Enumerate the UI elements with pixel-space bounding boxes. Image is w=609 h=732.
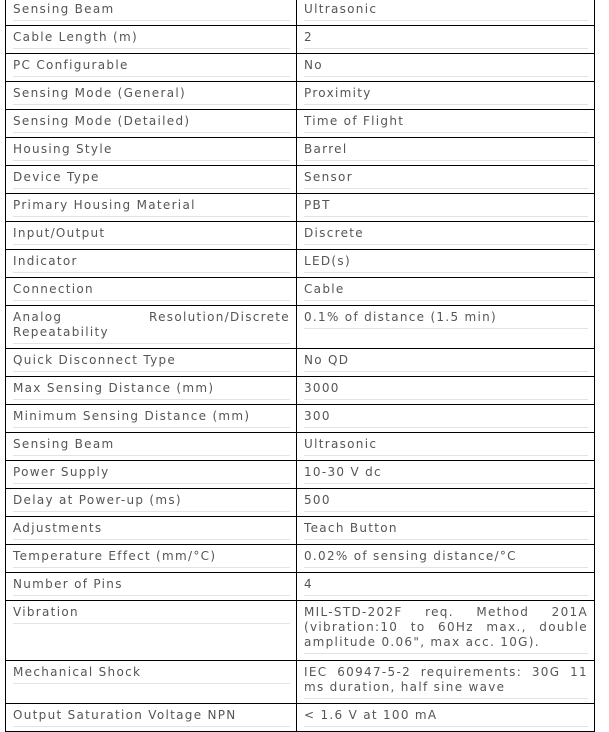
spec-label: Output Saturation Voltage NPN bbox=[6, 704, 297, 732]
spec-label: Mechanical Shock bbox=[6, 661, 297, 704]
spec-value: Ultrasonic bbox=[297, 433, 595, 461]
spec-label: Temperature Effect (mm/°C) bbox=[6, 545, 297, 573]
spec-label: Power Supply bbox=[6, 461, 297, 489]
spec-value: 10-30 V dc bbox=[297, 461, 595, 489]
spec-label: Indicator bbox=[6, 250, 297, 278]
spec-label: Housing Style bbox=[6, 138, 297, 166]
spec-value: 0.1% of distance (1.5 min) bbox=[297, 306, 595, 349]
spec-label: Max Sensing Distance (mm) bbox=[6, 377, 297, 405]
table-row bbox=[6, 661, 595, 704]
spec-value: Proximity bbox=[297, 82, 595, 110]
table-row bbox=[6, 349, 595, 377]
table-row bbox=[6, 601, 595, 661]
table-row bbox=[6, 194, 595, 222]
spec-value: MIL-STD-202F req. Method 201A (vibration:10 to 60Hz max., double amplitude 0.06", max acc. 10G). bbox=[297, 601, 595, 661]
spec-value: Sensor bbox=[297, 166, 595, 194]
table-row bbox=[6, 405, 595, 433]
spec-label: Device Type bbox=[6, 166, 297, 194]
table-row bbox=[6, 377, 595, 405]
spec-label: Sensing Beam bbox=[6, 433, 297, 461]
spec-value: No QD bbox=[297, 349, 595, 377]
spec-value: Barrel bbox=[297, 138, 595, 166]
spec-value: 4 bbox=[297, 573, 595, 601]
spec-value: 500 bbox=[297, 489, 595, 517]
table-row bbox=[6, 573, 595, 601]
table-row bbox=[6, 0, 595, 26]
table-row bbox=[6, 26, 595, 54]
table-row bbox=[6, 166, 595, 194]
table-row bbox=[6, 138, 595, 166]
table-row bbox=[6, 517, 595, 545]
spec-label: Analog Resolution/Discrete Repeatability bbox=[6, 306, 297, 349]
spec-value: LED(s) bbox=[297, 250, 595, 278]
table-row bbox=[6, 222, 595, 250]
spec-value: 2 bbox=[297, 26, 595, 54]
spec-value: Time of Flight bbox=[297, 110, 595, 138]
spec-value: Teach Button bbox=[297, 517, 595, 545]
table-row bbox=[6, 110, 595, 138]
spec-value: PBT bbox=[297, 194, 595, 222]
spec-value: < 1.6 V at 100 mA bbox=[297, 704, 595, 732]
spec-label: PC Configurable bbox=[6, 54, 297, 82]
spec-label: Delay at Power-up (ms) bbox=[6, 489, 297, 517]
spec-label: Primary Housing Material bbox=[6, 194, 297, 222]
spec-value: 0.02% of sensing distance/°C bbox=[297, 545, 595, 573]
spec-label: Sensing Mode (General) bbox=[6, 82, 297, 110]
spec-value: Discrete bbox=[297, 222, 595, 250]
table-row bbox=[6, 278, 595, 306]
spec-label: Adjustments bbox=[6, 517, 297, 545]
table-row bbox=[6, 704, 595, 732]
table-row bbox=[6, 461, 595, 489]
spec-value: IEC 60947-5-2 requirements: 30G 11 ms duration, half sine wave bbox=[297, 661, 595, 704]
table-row bbox=[6, 250, 595, 278]
spec-label: Number of Pins bbox=[6, 573, 297, 601]
table-row bbox=[6, 433, 595, 461]
spec-value: 3000 bbox=[297, 377, 595, 405]
table-row bbox=[6, 82, 595, 110]
spec-label: Vibration bbox=[6, 601, 297, 661]
spec-value: Ultrasonic bbox=[297, 0, 595, 26]
table-row bbox=[6, 489, 595, 517]
spec-label: Connection bbox=[6, 278, 297, 306]
spec-value: 300 bbox=[297, 405, 595, 433]
table-row bbox=[6, 54, 595, 82]
table-row bbox=[6, 306, 595, 349]
spec-label: Sensing Mode (Detailed) bbox=[6, 110, 297, 138]
specifications-table bbox=[5, 0, 595, 732]
spec-value: Cable bbox=[297, 278, 595, 306]
table-row bbox=[6, 545, 595, 573]
spec-label: Minimum Sensing Distance (mm) bbox=[6, 405, 297, 433]
spec-label: Sensing Beam bbox=[6, 0, 297, 26]
spec-label: Cable Length (m) bbox=[6, 26, 297, 54]
spec-value: No bbox=[297, 54, 595, 82]
spec-label: Input/Output bbox=[6, 222, 297, 250]
spec-label: Quick Disconnect Type bbox=[6, 349, 297, 377]
